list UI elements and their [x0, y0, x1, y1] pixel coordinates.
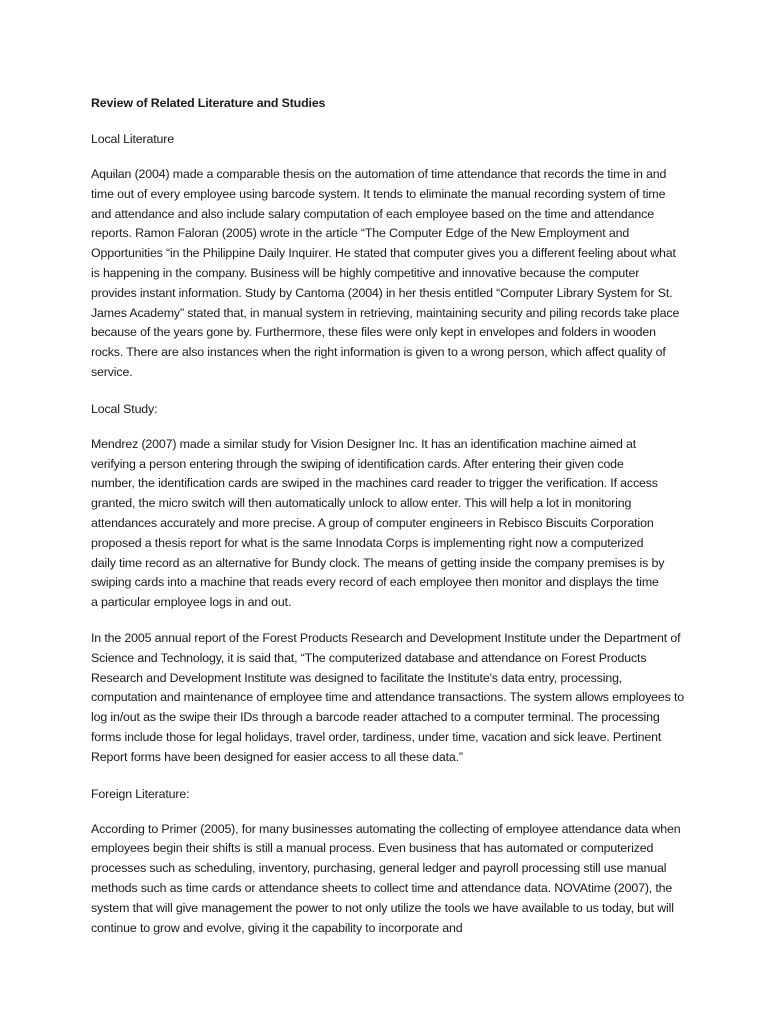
section-heading-local-study: Local Study:	[91, 401, 158, 416]
paragraph-local-study-2: In the 2005 annual report of the Forest Products Research and Development Institute under the Department of Science and Technology, it is said that, “The computerized database and attendance on Forest Products Research and Development Institute was designed to facilitate the Institute's data entry, processing, computation and maintenance of employee time and attendance transactions. The system allows employees to log in/out as the swipe their IDs through a barcode reader attached to a computer terminal. The processing forms include those for legal holidays, travel order, tardiness, under time, vacation and sick leave. Pertinent Report forms have been designed for easier access to all these data.”	[91, 630, 685, 764]
paragraph-local-study-1: Mendrez (2007) made a similar study for Vision Designer Inc. It has an identification machine aimed at verifying a person entering through the swiping of identification cards. After entering their given code number, the identification cards are swiped in the machines card reader to trigger the verification. If access granted, the micro switch will then automatically unlock to allow enter. This will help a lot in monitoring attendances accurately and more precise. A group of computer engineers in Rebisco Biscuits Corporation proposed a thesis report for what is the same Innodata Corps is implementing right now a computerized daily time record as an alternative for Bundy clock. The means of getting inside the company premises is by swiping cards into a machine that reads every record of each employee then monitor and displays the time a particular employee logs in and out.	[91, 436, 665, 610]
section-heading-local-literature: Local Literature	[91, 132, 175, 146]
document-title: Review of Related Literature and Studies	[91, 96, 326, 110]
document-content	[91, 93, 683, 938]
paragraph-foreign-literature: According to Primer (2005), for many businesses automating the collecting of employee attendance data when employees begin their shifts is still a manual process. Even business that has automated or computerized processes such as scheduling, inventory, purchasing, general ledger and payroll processing still use manual methods such as time cards or attendance sheets to collect time and attendance data. NOVAtime (2007), the system that will give management the power to not only utilize the tools we have available to us today, but will continue to grow and evolve, giving it the capability to incorporate and	[91, 821, 681, 935]
paragraph-local-literature: Aquilan (2004) made a comparable thesis on the automation of time attendance that records the time in and time out of every employee using barcode system. It tends to eliminate the manual recording system of time and attendance and also include salary computation of each employee based on the time and attendance reports. Ramon Faloran (2005) wrote in the article “The Computer Edge of the New Employment and Opportunities “in the Philippine Daily Inquirer. He stated that computer gives you a different feeling about what is happening in the company. Business will be highly competitive and innovative because the computer provides instant information. Study by Cantoma (2004) in her thesis entitled “Computer Library System for St. James Academy” stated that, in manual system in retrieving, maintaining security and piling records take place because of the years gone by. Furthermore, these files were only kept in envelopes and folders in wooden rocks. There are also instances when the right information is given to a wrong person, which affect quality of service.	[91, 167, 680, 379]
section-heading-foreign-literature: Foreign Literature:	[91, 786, 190, 801]
